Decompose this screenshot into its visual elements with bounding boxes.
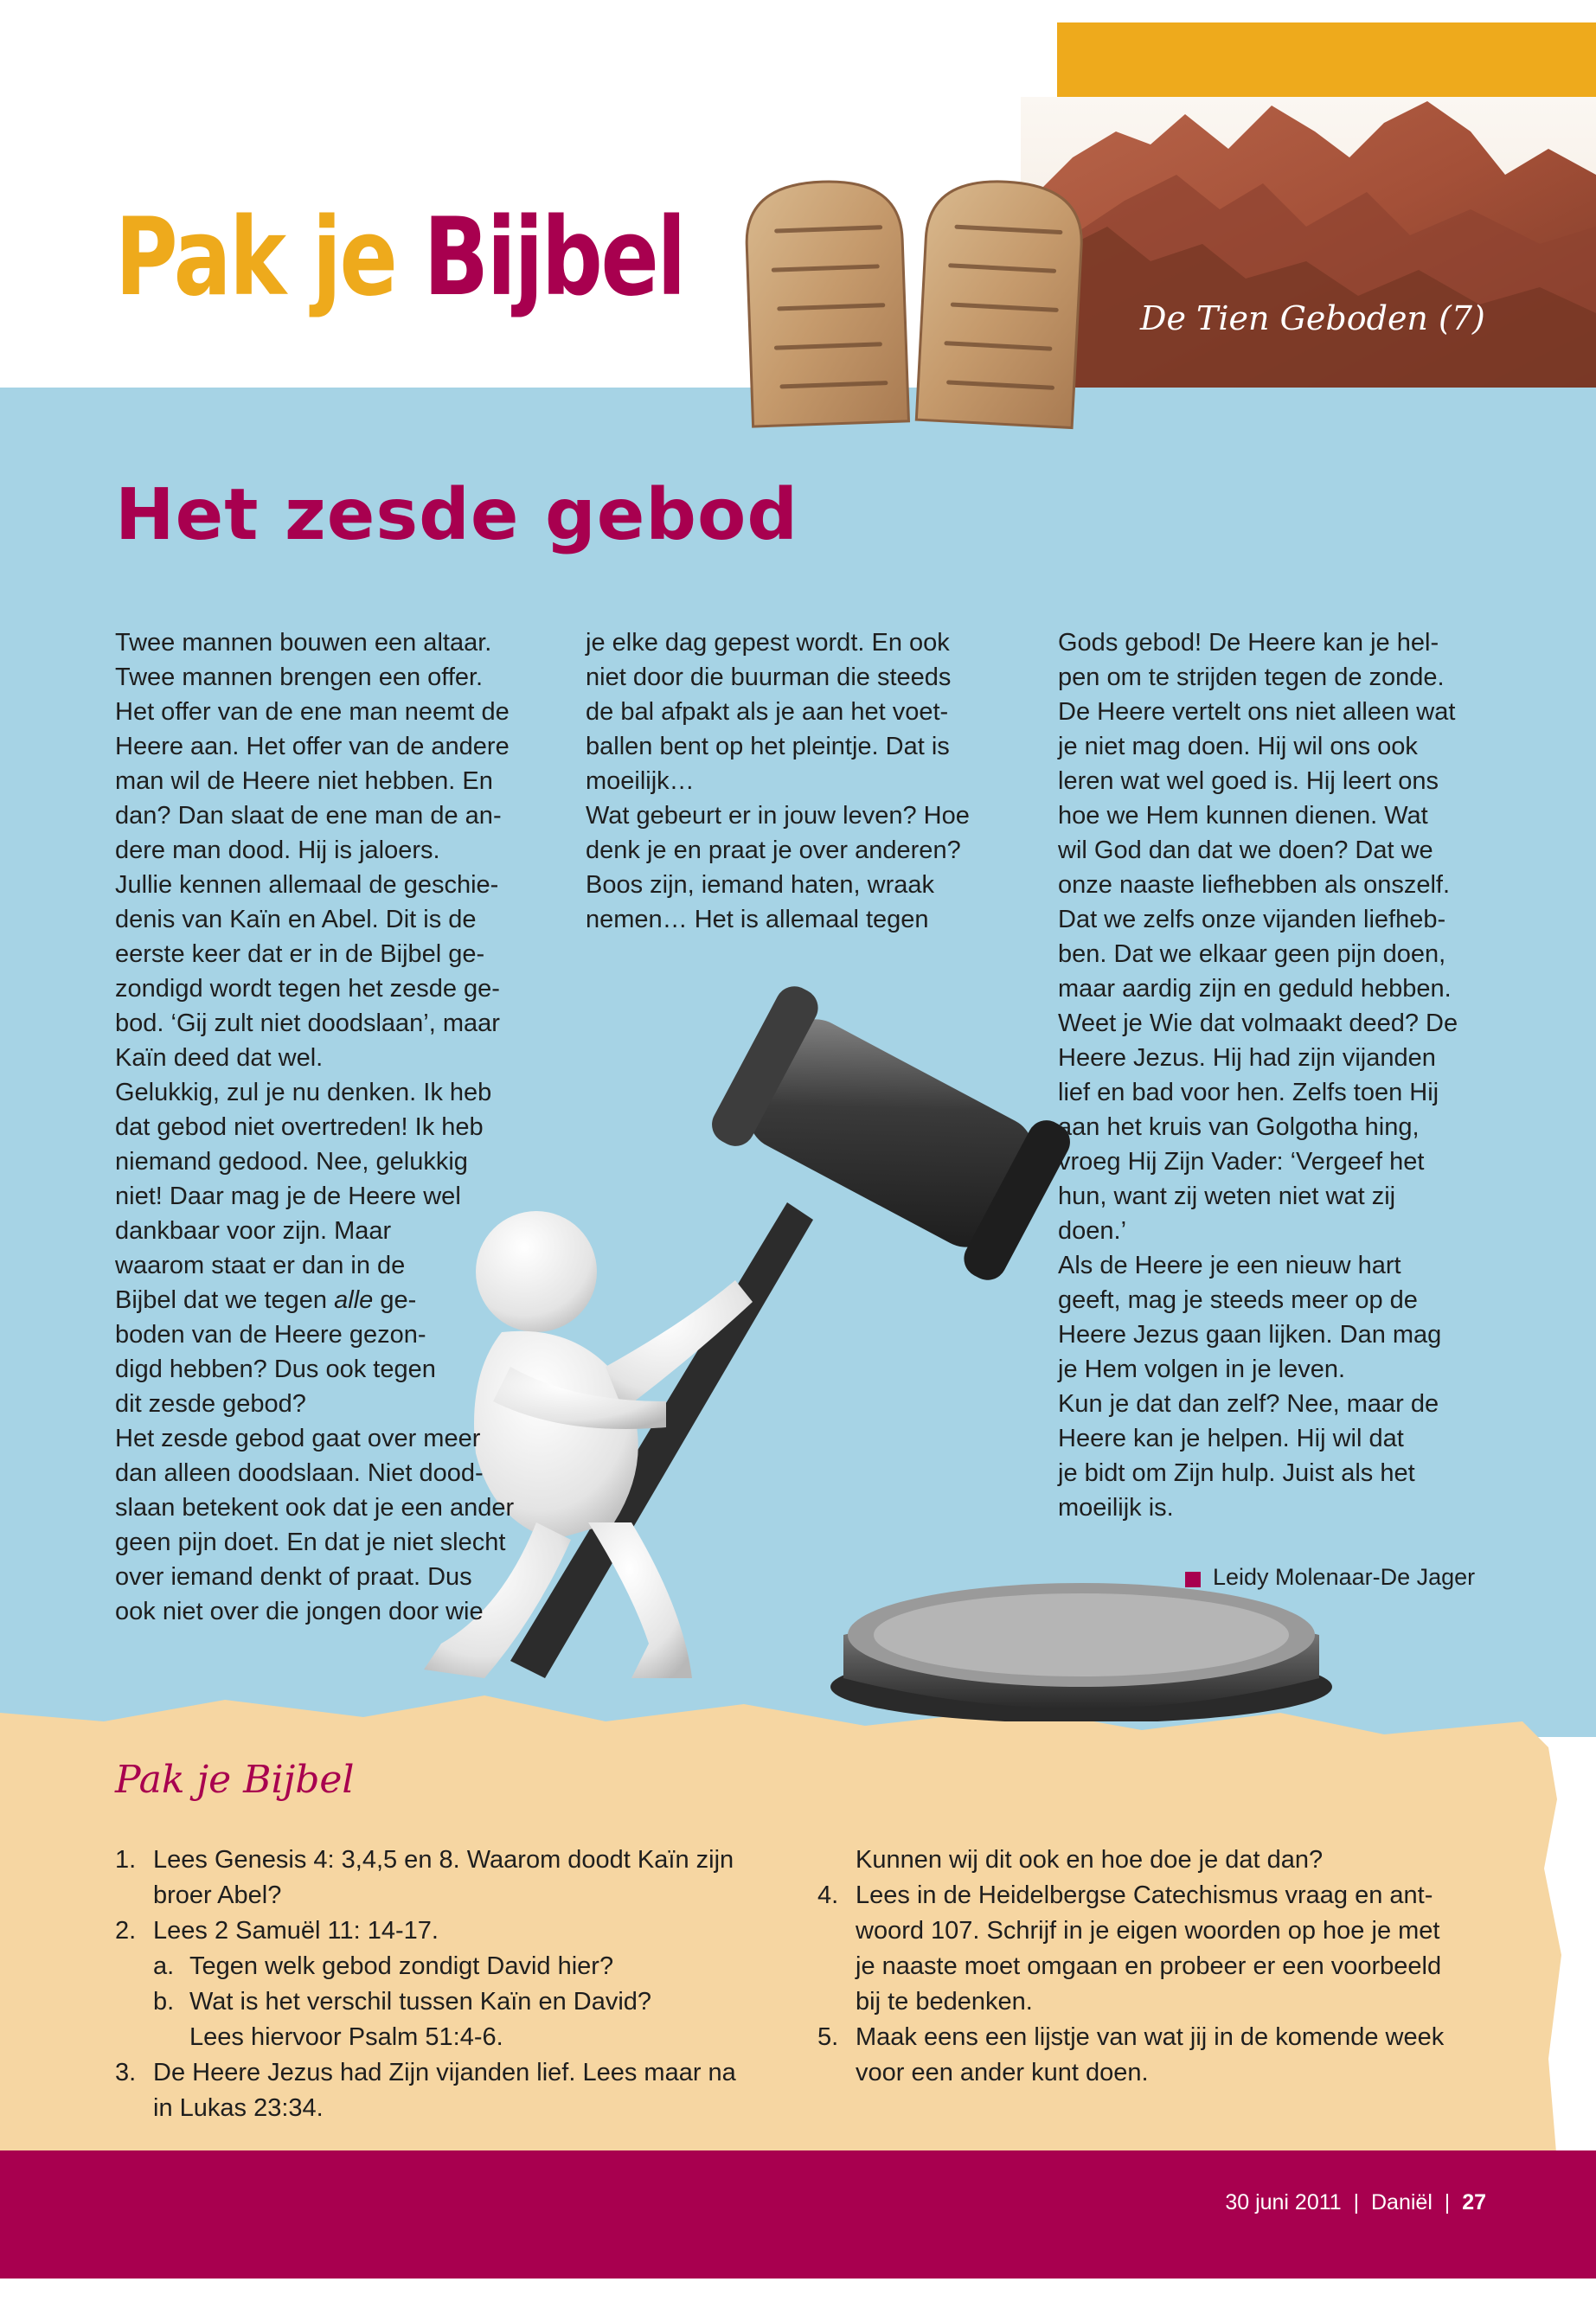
- text-line: onze naaste liefhebben als onszelf.: [1058, 871, 1451, 899]
- text-line: ben. Dat we elkaar geen pijn doen,: [1058, 940, 1446, 968]
- text-line: geen pijn doet. En dat je niet slecht: [115, 1529, 506, 1556]
- page-bottom-margin: [0, 2279, 1596, 2301]
- stone-tablets-image: [740, 164, 1090, 441]
- brand-part1: Pak je: [115, 195, 396, 320]
- text-line: pen om te strijden tegen de zonde.: [1058, 663, 1445, 691]
- text-line: Heere aan. Het offer van de andere: [115, 733, 510, 760]
- text-line: Kun je dat dan zelf? Nee, maar de: [1058, 1390, 1439, 1418]
- text-line: wil God dan dat we doen? Dat we: [1058, 836, 1433, 864]
- text-line: digd hebben? Dus ook tegen: [115, 1356, 436, 1383]
- text-line: dan? Dan slaat de ene man de an-: [115, 802, 502, 830]
- mountain-image: [1021, 97, 1596, 391]
- article-column-1: [115, 625, 514, 1629]
- text-line: ballen bent op het pleintje. Dat is: [586, 733, 950, 760]
- question-3-cont-2: Kunnen wij dit ook en hoe doe je dat dan?: [856, 1846, 1324, 1874]
- text-line: eerste keer dat er in de Bijbel ge-: [115, 940, 485, 968]
- questions-right-column: [817, 1843, 1492, 2091]
- questions-left-column: [115, 1843, 790, 2126]
- question-2a: a. Tegen welk gebod zondigt David hier?: [153, 1952, 614, 1980]
- text-line: niemand gedood. Nee, gelukkig: [115, 1148, 468, 1176]
- article-column-2: [586, 625, 970, 937]
- text-line: boden van de Heere gezon-: [115, 1321, 426, 1349]
- question-3: 3. De Heere Jezus had Zijn vijanden lief. Lees maar na: [115, 2059, 736, 2086]
- footer-date: 30 juni 2011: [1225, 2190, 1342, 2214]
- footer-magazine: Daniël: [1371, 2190, 1433, 2214]
- text-line: dit zesde gebod?: [115, 1390, 306, 1418]
- text-line: niet door die buurman die steeds: [586, 663, 952, 691]
- text-line: hoe we Hem kunnen dienen. Wat: [1058, 802, 1428, 830]
- text-line: moeilijk…: [586, 767, 695, 795]
- text-line: Kaïn deed dat wel.: [115, 1044, 324, 1072]
- text-line: man wil de Heere niet hebben. En: [115, 767, 493, 795]
- text-line: aan het kruis van Golgotha hing,: [1058, 1113, 1420, 1141]
- text-line: De Heere vertelt ons niet alleen wat: [1058, 698, 1456, 726]
- text-line: Heere Jezus. Hij had zijn vijanden: [1058, 1044, 1436, 1072]
- text-line: je Hem volgen in je leven.: [1058, 1356, 1346, 1383]
- footer-separator: |: [1444, 2190, 1451, 2214]
- text-line: waarom staat er dan in de: [115, 1252, 406, 1279]
- text-line: ook niet over die jongen door wie: [115, 1598, 484, 1625]
- text-line: denk je en praat je over anderen?: [586, 836, 961, 864]
- text-line: Wat gebeurt er in jouw leven? Hoe: [586, 802, 970, 830]
- question-3-cont: in Lukas 23:34.: [153, 2094, 324, 2122]
- text-line: dankbaar voor zijn. Maar: [115, 1217, 392, 1245]
- question-5-cont: voor een ander kunt doen.: [856, 2059, 1149, 2086]
- text-line: je niet mag doen. Hij wil ons ook: [1058, 733, 1418, 760]
- text-line: vroeg Hij Zijn Vader: ‘Vergeef het: [1058, 1148, 1425, 1176]
- header-color-bar: [1057, 22, 1596, 97]
- text-line: dere man dood. Hij is jaloers.: [115, 836, 440, 864]
- brand-part2: Bijbel: [423, 195, 685, 320]
- text-line: Twee mannen brengen een offer.: [115, 663, 484, 691]
- text-line: Dat we zelfs onze vijanden liefheb-: [1058, 906, 1446, 933]
- page-number: 27: [1462, 2190, 1486, 2214]
- magazine-section-logo: [115, 195, 685, 320]
- text-line: Bijbel dat we tegen alle ge-: [115, 1286, 417, 1314]
- text-line: over iemand denkt of praat. Dus: [115, 1563, 472, 1591]
- text-line: geeft, mag je steeds meer op de: [1058, 1286, 1418, 1314]
- question-4-cont: woord 107. Schrijf in je eigen woorden op hoe je met: [856, 1917, 1440, 1945]
- text-line: lief en bad voor hen. Zelfs toen Hij: [1058, 1079, 1439, 1106]
- text-line: zondigd wordt tegen het zesde ge-: [115, 975, 500, 1003]
- text-line: Gelukkig, zul je nu denken. Ik heb: [115, 1079, 492, 1106]
- series-label: De Tien Geboden (7): [1140, 299, 1485, 337]
- emphasis: alle: [334, 1286, 374, 1314]
- question-1: 1. Lees Genesis 4: 3,4,5 en 8. Waarom doodt Kaïn zijn: [115, 1846, 734, 1874]
- footer-info: [0, 2190, 1486, 2215]
- text-line: dan alleen doodslaan. Niet dood-: [115, 1459, 484, 1487]
- text-line: niet! Daar mag je de Heere wel: [115, 1183, 461, 1210]
- article-title: Het zesde gebod: [115, 474, 799, 556]
- text-line: Jullie kennen allemaal de geschie-: [115, 871, 499, 899]
- text-line: Heere Jezus gaan lijken. Dan mag: [1058, 1321, 1442, 1349]
- question-4-cont: je naaste moet omgaan en probeer er een voorbeeld: [856, 1952, 1442, 1980]
- text-line: bod. ‘Gij zult niet doodslaan’, maar: [115, 1009, 500, 1037]
- text-line: Als de Heere je een nieuw hart: [1058, 1252, 1401, 1279]
- text-line: Gods gebod! De Heere kan je hel-: [1058, 629, 1439, 657]
- question-2b: b. Wat is het verschil tussen Kaïn en David?: [153, 1988, 652, 2016]
- text-line: doen.’: [1058, 1217, 1127, 1245]
- author-name: Leidy Molenaar-De Jager: [1213, 1564, 1476, 1590]
- text-line: leren wat wel goed is. Hij leert ons: [1058, 767, 1439, 795]
- text-line: Het offer van de ene man neemt de: [115, 698, 510, 726]
- text-line: Weet je Wie dat volmaakt deed? De: [1058, 1009, 1458, 1037]
- text-line: denis van Kaïn en Abel. Dit is de: [115, 906, 477, 933]
- text-line: maar aardig zijn en geduld hebben.: [1058, 975, 1452, 1003]
- text-line: je elke dag gepest wordt. En ook: [586, 629, 950, 657]
- question-2b-cont: Lees hiervoor Psalm 51:4-6.: [189, 2023, 503, 2051]
- author-bullet-icon: [1185, 1572, 1201, 1587]
- question-2: 2. Lees 2 Samuël 11: 14-17.: [115, 1917, 439, 1945]
- text-line: Twee mannen bouwen een altaar.: [115, 629, 492, 657]
- text-line: de bal afpakt als je aan het voet-: [586, 698, 949, 726]
- question-4-cont: bij te bedenken.: [856, 1988, 1033, 2016]
- article-column-3: [1058, 625, 1458, 1525]
- text-line: Het zesde gebod gaat over meer: [115, 1425, 481, 1452]
- text-line: je bidt om Zijn hulp. Juist als het: [1058, 1459, 1415, 1487]
- question-4: 4. Lees in de Heidelbergse Catechismus vraag en ant-: [817, 1881, 1433, 1909]
- text-line: Boos zijn, iemand haten, wraak: [586, 871, 934, 899]
- question-1-cont: broer Abel?: [153, 1881, 282, 1909]
- questions-heading: Pak je Bijbel: [115, 1758, 355, 1802]
- text-line: moeilijk is.: [1058, 1494, 1174, 1522]
- footer-separator: |: [1353, 2190, 1360, 2214]
- text-line: nemen… Het is allemaal tegen: [586, 906, 929, 933]
- text-line: hun, want zij weten niet wat zij: [1058, 1183, 1396, 1210]
- question-5: 5. Maak eens een lijstje van wat jij in de komende week: [817, 2023, 1445, 2051]
- text-line: dat gebod niet overtreden! Ik heb: [115, 1113, 484, 1141]
- text-line: slaan betekent ook dat je een ander: [115, 1494, 515, 1522]
- text-line: Heere kan je helpen. Hij wil dat: [1058, 1425, 1404, 1452]
